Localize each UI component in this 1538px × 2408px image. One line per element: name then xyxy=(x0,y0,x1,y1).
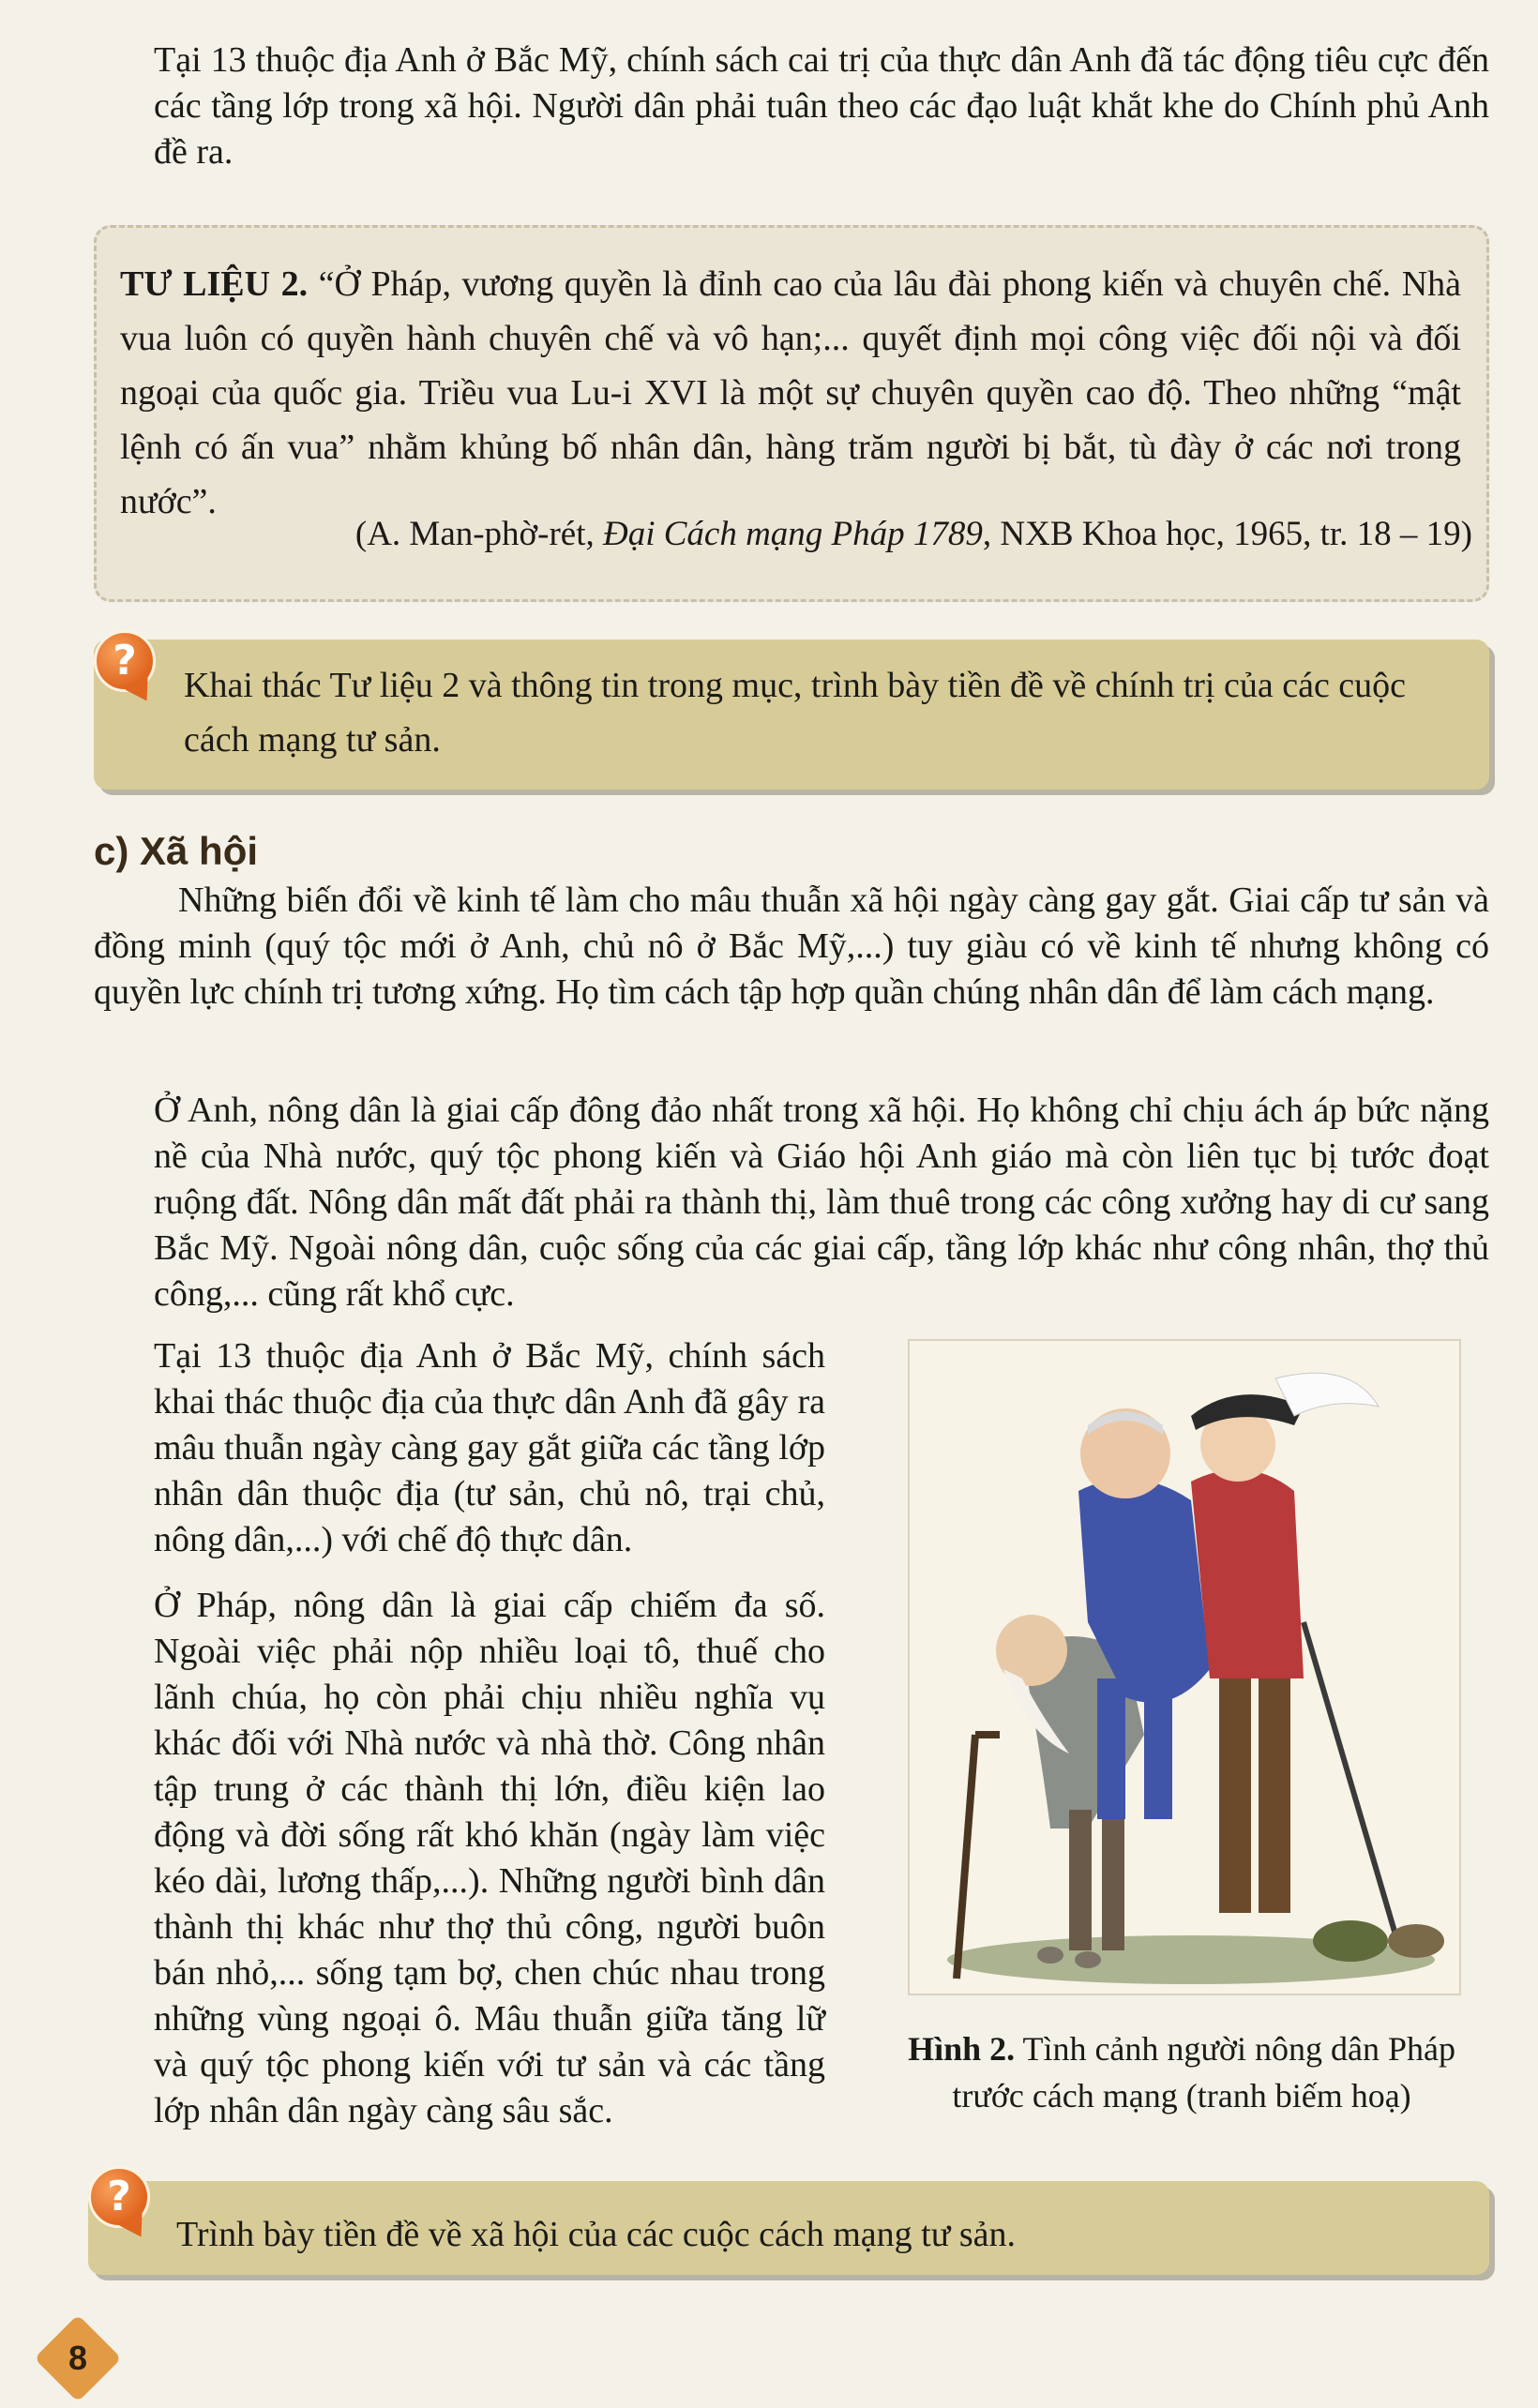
society-paragraph-1: Những biến đổi về kinh tế làm cho mâu thuẫn xã hội ngày càng gay gắt. Giai cấp tư sản và đồng minh (quý tộc mới ở Anh, chủ nô ở Bắc Mỹ,...) tuy giàu có về kinh tế nhưng không có quyền lực chính trị tương xứng. Họ tìm cách tập hợp quần chúng nhân dân để làm cách mạng. xyxy=(94,880,1489,1012)
figure-caption-text: Tình cảnh người nông dân Pháp trước cách mạng (tranh biếm hoạ) xyxy=(952,2030,1455,2115)
society-paragraph-4: Ở Pháp, nông dân là giai cấp chiếm đa số. Ngoài việc phải nộp nhiều loại tô, thuế cho lãnh chúa, họ còn phải chịu nhiều nghĩa vụ khác đối với Nhà nước và nhà thờ. Công nhân tập trung ở các thành thị lớn, điều kiện lao động và đời sống rất khó khăn (ngày làm việc kéo dài, lương thấp,...). Những người bình dân thành thị khác như thợ thủ công, người buôn bán nhỏ,... sống tạm bợ, chen chúc nhau trong những vùng ngoại ô. Mâu thuẫn giữa tăng lữ và quý tộc phong kiến với tư sản và các tầng lớp nhân dân ngày càng sâu sắc. xyxy=(154,1586,825,2130)
figure-label: Hình 2. xyxy=(908,2030,1016,2068)
source-label: TƯ LIỆU 2. xyxy=(120,264,309,304)
question-2-text: Trình bày tiền đề về xã hội của các cuộc cách mạng tư sản. xyxy=(176,2215,1016,2254)
source-citation xyxy=(355,514,1472,554)
figure-2-illustration xyxy=(908,1339,1461,1995)
citation-details: , NXB Khoa học, 1965, tr. 18 – 19) xyxy=(982,515,1472,553)
society-paragraph-2: Ở Anh, nông dân là giai cấp đông đảo nhất trong xã hội. Họ không chỉ chịu ách áp bức nặng nề của Nhà nước, quý tộc phong kiến và Giáo hội Anh giáo mà còn liên tục bị tước đoạt ruộng đất. Nông dân mất đất phải ra thành thị, làm thuê trong các công xưởng hay di cư sang Bắc Mỹ. Ngoài nông dân, cuộc sống của các giai cấp, tầng lớp khác như công nhân, thợ thủ công,... cũng rất khổ cực. xyxy=(154,1091,1489,1314)
question-icon: ? xyxy=(94,630,156,692)
section-heading: c) Xã hội xyxy=(94,829,259,873)
question-icon: ? xyxy=(88,2166,150,2228)
citation-author: (A. Man-phờ-rét, xyxy=(354,515,603,553)
figure-2-caption xyxy=(872,2025,1491,2119)
question-1-text: Khai thác Tư liệu 2 và thông tin trong mục, trình bày tiền đề về chính trị của các cuộc cách mạng tư sản. xyxy=(184,666,1407,760)
page-number: 8 xyxy=(68,2339,88,2377)
citation-title: Đại Cách mạng Pháp 1789 xyxy=(602,515,983,553)
society-paragraph-3: Tại 13 thuộc địa Anh ở Bắc Mỹ, chính sách khai thác thuộc địa của thực dân Anh đã gây ra mâu thuẫn ngày càng gay gắt giữa các tầng lớp nhân dân thuộc địa (tư sản, chủ nô, trại chủ, nông dân,...) với chế độ thực dân. xyxy=(154,1336,825,1559)
source-quote-text: “Ở Pháp, vương quyền là đỉnh cao của lâu đài phong kiến và chuyên chế. Nhà vua luôn có quyền hành chuyên chế và vô hạn;... quyết định mọi công việc đối nội và đối ngoại của quốc gia. Triều vua Lu-i XVI là một sự chuyên quyền cao độ. Theo những “mật lệnh có ấn vua” nhằm khủng bố nhân dân, hàng trăm người bị bắt, tù đày ở các nơi trong nước”. xyxy=(120,264,1462,521)
source-quote xyxy=(120,257,1461,529)
caricature-image xyxy=(910,1341,1459,1994)
intro-paragraph: Tại 13 thuộc địa Anh ở Bắc Mỹ, chính sách cai trị của thực dân Anh đã tác động tiêu cực đến các tầng lớp trong xã hội. Người dân phải tuân theo các đạo luật khắt khe do Chính phủ Anh đề ra. xyxy=(154,40,1489,172)
